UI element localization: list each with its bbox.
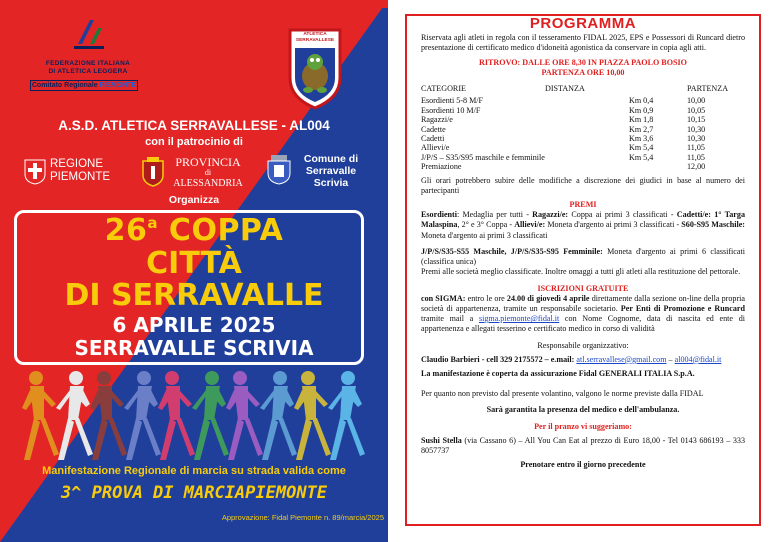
responsabile-title: Responsabile organizzativo: [537,340,629,350]
row-dist: Km 2,7 [629,124,654,134]
header-distanza: DISTANZA [545,84,585,94]
fidal-name-line2: DI ATLETICA LEGGERA [48,68,128,75]
premi-jps-text: Moneta d'argento ai primi 6 classificati (classifica unica) [421,246,745,267]
provincia-line3: ALESSANDRIA [173,178,243,189]
club-email-link[interactable]: atl.serravallese@gmail.com [576,354,667,364]
sigma-email-link[interactable]: sigma.piemonte@fidal.it [478,314,560,324]
table-row [421,143,745,152]
title-line-1 [0,213,388,248]
title-line-3: DI SERRAVALLE [64,278,324,313]
comune-name [296,153,366,189]
row-dist: Km 5,4 [629,143,654,153]
pranzo-text [421,436,745,456]
program-intro: Riservata agli atleti in regola con il tesseramento FIDAL 2025, EPS e Possessori di Runcard dietro presentazione di certificato medico d'idoneità agonistica da conservare in copia agli atti. [421,33,745,53]
provincia-crest-icon [141,157,165,187]
premi-esordienti-text: : Medaglia per tutti - [456,210,533,220]
row-cat: Cadetti [421,134,445,144]
row-cat: Ragazzi/e [421,115,453,125]
row-dist: Km 0,9 [629,105,654,115]
runner-figure [192,371,229,460]
club-badge-text [288,32,342,44]
regione-piemonte-shield-icon [24,159,46,185]
runner-figure [226,371,263,460]
row-cat: Premiazione [421,162,462,172]
approval-note: Approvazione: Fidal Piemonte n. 89/marcia/2025 [221,513,384,522]
provincia-line1: PROVINCIA [175,155,241,169]
medico-note: Sarà garantita la presenza del medico e dell'ambulanza. [486,405,680,415]
table-row [421,162,745,171]
comune-line2: Serravalle [305,165,357,177]
iscrizioni-enti-text1: tramite mail a [421,314,479,324]
table-row [421,106,745,115]
table-row [421,115,745,124]
edition-superscript: a [147,214,158,232]
regione-piemonte-name [50,158,110,184]
club-badge-line1: ATLETICA [303,32,327,37]
runner-figure [294,371,331,460]
iscrizioni-deadline: 24.00 di giovedì 4 aprile [506,293,590,303]
insurance-note: La manifestazione è coperta da assicurazione Fidal GENERALI ITALIA S.p.A. [421,368,695,378]
row-cat: Esordienti 10 M/F [421,105,481,115]
premi-cadetti-text: 1° [710,210,725,220]
event-place: SERRAVALLE SCRIVIA [74,336,314,360]
program-title: PROGRAMMA [529,15,637,32]
row-dist: Km 0,4 [629,96,654,106]
row-time: 11,05 [687,152,705,162]
iscrizioni-sigma-label: con SIGMA: [421,293,466,303]
fidal-name-line1: FEDERAZIONE ITALIANA [45,60,131,67]
row-cat: Esordienti 5-8 M/F [421,96,484,106]
premi-ragazzi-text: Coppa ai primi 3 classificati - [568,210,677,220]
table-row [421,96,745,105]
norme-note: Per quanto non previsto dal presente volantino, valgono le norme previste dalla FIDAL [421,389,704,399]
club-badge-line2: SERRAVALLESE [295,38,335,43]
premi-allievi-label: Allievi/e: [514,220,546,230]
comune-line1: Comune di [303,153,359,165]
runner-figure [328,371,365,460]
organizer-name: A.S.D. ATLETICA SERRAVALLESE - AL004 [58,118,330,133]
schedule-note: Gli orari potrebbero subire delle modifiche a discrezione dei giudici in base al numero dei partecipanti [421,175,745,195]
premi-title: PREMI [569,200,597,210]
row-time: 11,05 [687,143,705,153]
table-row [421,125,745,134]
responsabile-name: Claudio Barbieri - cell 329 2175572 – e.mail: [421,354,575,364]
table-header-row [421,84,745,96]
premi-ragazzi-label: Ragazzi/e: [532,210,569,220]
comune-line3: Scrivia [313,177,349,189]
runner-figure [56,371,93,460]
iscrizioni-enti-label: Per Enti di Promozione e Runcard [620,303,745,313]
premi-targa-label: Targa Malaspina [421,210,745,230]
iscrizioni-sigma-text1: entro le ore [465,293,507,303]
ritrovo-line: RITROVO: DALLE ORE 8,30 IN PIAZZA PAOLO BOSIO [479,57,687,67]
iscrizioni-text [421,294,745,335]
runner-figure [22,371,59,460]
program-panel [405,14,761,526]
row-time: 10,30 [687,134,706,144]
premi-societa: Premi alle società meglio classificate. Inoltre omaggi a tutti gli atleti alla restituzione del pettorale. [421,267,741,277]
premi-block-1 [421,210,745,241]
row-dist: Km 3,6 [629,134,654,144]
runner-figure [260,371,297,460]
regione-line2: PIEMONTE [50,171,111,183]
title-coppa: COPPA [157,213,284,248]
prenotare-note: Prenotare entro il giorno precedente [520,460,646,470]
row-cat: Allievi/e [421,143,450,153]
regione-line1: REGIONE [50,158,104,170]
row-time: 10,00 [687,96,706,106]
premi-jps-label: J/P/S/S35-S55 Maschile, J/P/S/S35-S95 Femminile: [421,246,603,256]
premi-s60-label: S60-S95 Maschile: [681,220,745,230]
fidal-region-name: PIEMONTE [99,82,137,89]
premi-cadetti-label: Cadetti/e: [676,210,711,220]
row-cat: J/P/S – S35/S95 maschile e femminile [421,152,545,162]
fidal-name [28,60,148,76]
pranzo-name: Sushi Stella [421,435,462,445]
event-stage: 3^ PROVA DI MARCIAPIEMONTE [60,483,328,503]
row-time: 10,05 [687,105,706,115]
premi-allievi-text: Moneta d'argento ai primi 3 classificati - [545,220,682,230]
table-row [421,134,745,143]
iscrizioni-enti-text2: con Nome Cognome, data di nascita ed ente di appartenenza e allegati tesserino e certificato medico in corso di validità [421,314,745,334]
row-cat: Cadette [421,124,446,134]
runners-illustration [20,368,380,463]
row-time: 10,30 [687,124,706,134]
runner-figure [158,371,195,460]
responsabile-line [421,355,745,365]
runner-figure [90,371,127,460]
premi-targa-text: , 2° e 3° Coppa - [457,220,515,230]
edition-number: 26 [104,213,148,248]
responsabile-sep: – [666,354,675,364]
pranzo-details: (via Cassano 6) – All You Can Eat al prezzo di Euro 18,00 - Tel 0143 686193 – 333 8057737 [421,435,745,455]
table-row [421,153,745,162]
row-time: 12,00 [687,162,706,172]
premi-block-2 [421,247,745,267]
event-date: 6 APRILE 2025 [112,313,276,337]
comune-crest-icon [266,155,292,185]
fidal-logo-icon [68,14,108,58]
runner-figure [124,371,161,460]
provincia-name [172,155,244,191]
fidal-region-box [30,80,138,91]
event-description: Manifestazione Regionale di marcia su strada valida come [42,465,346,477]
patronage-label: con il patrocinio di [145,136,243,148]
fidal-email-link[interactable]: al004@fidal.it [674,354,722,364]
row-dist: Km 1,8 [629,115,654,125]
pranzo-title: Per il pranzo vi suggeriamo: [534,421,632,431]
row-time: 10,15 [687,115,706,125]
header-categorie: CATEGORIE [421,84,466,94]
organizza-label: Organizza [168,194,220,206]
provincia-line2: di [204,168,212,177]
categories-table [421,84,745,172]
iscrizioni-title: ISCRIZIONI GRATUITE [537,283,629,293]
partenza-line: PARTENZA ORE 10,00 [541,67,625,77]
iscrizioni-sigma-text2: direttamente dalla sezione on-line della propria società di appartenenza, tramite un responsabile societario. [421,293,745,313]
title-line-2: CITTÀ [146,246,242,281]
fidal-region-prefix: Comitato Regionale [31,82,100,89]
header-partenza: PARTENZA [687,84,729,94]
row-dist: Km 5,4 [629,152,654,162]
premi-esordienti-label: Esordienti [421,210,457,220]
row-dist [629,162,687,171]
premi-s60-text: Moneta d'argento ai primi 3 classificati [421,230,548,240]
